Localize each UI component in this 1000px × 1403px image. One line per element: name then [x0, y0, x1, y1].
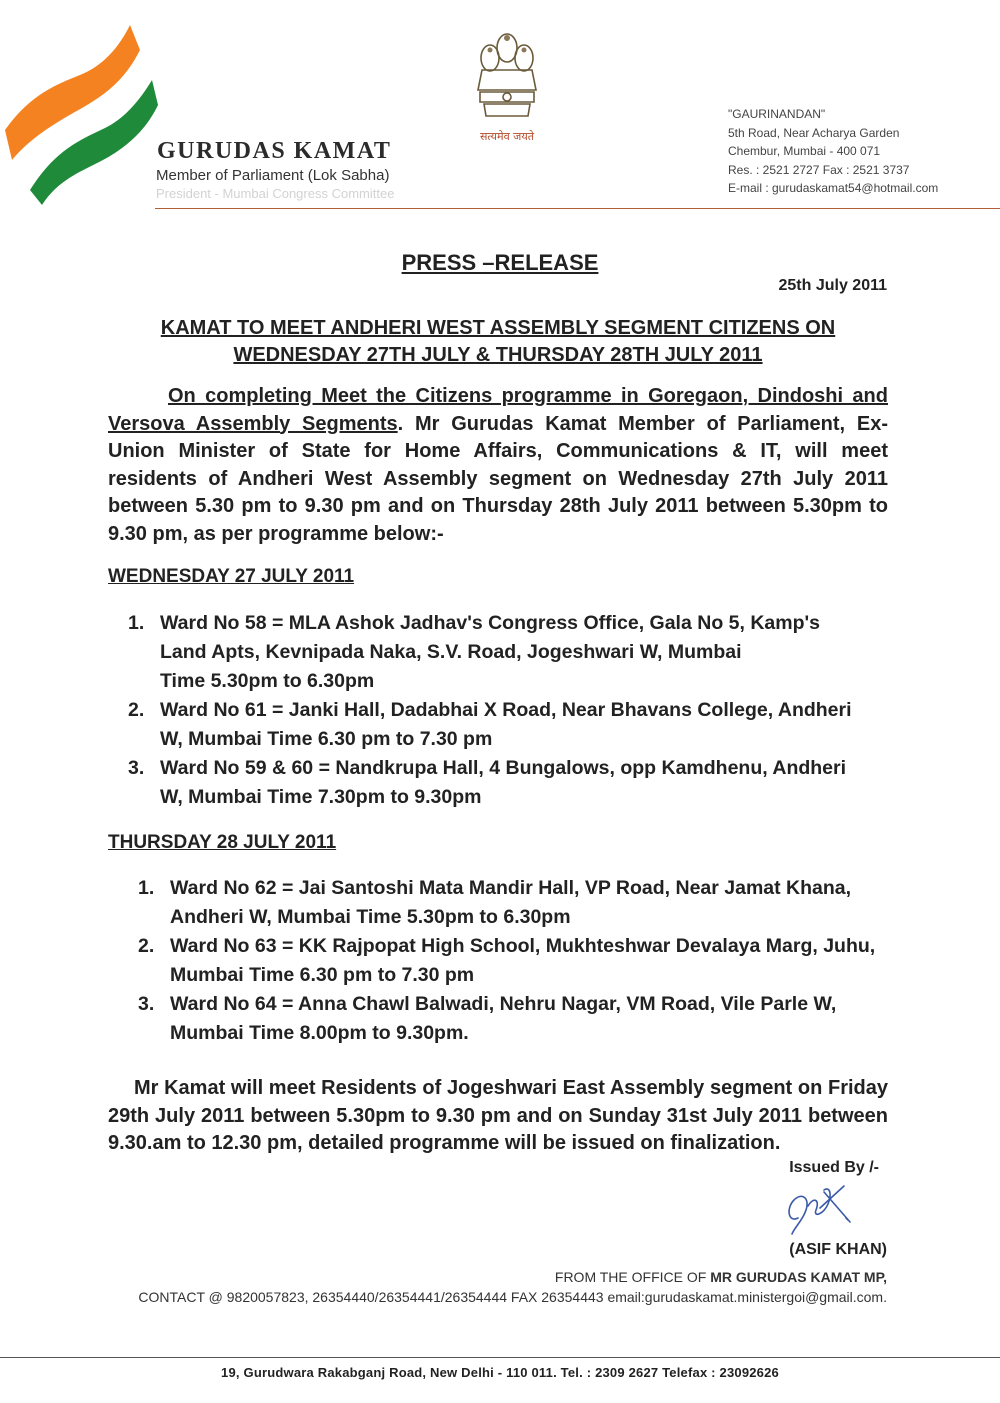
mp-subtitle: President - Mumbai Congress Committee — [156, 186, 395, 201]
address-line: Chembur, Mumbai - 400 071 — [728, 144, 881, 158]
signature-icon — [780, 1178, 860, 1240]
day1-heading: WEDNESDAY 27 JULY 2011 — [108, 566, 355, 587]
release-date: 25th July 2011 — [778, 277, 887, 294]
list-item — [128, 609, 868, 696]
list-item — [138, 990, 878, 1048]
headline-line: KAMAT TO MEET ANDHERI WEST ASSEMBLY SEGMENT CITIZENS ON — [160, 317, 836, 339]
footer-address: 19, Gurudwara Rakabganj Road, New Delhi - 110 011. Tel. : 2309 2627 Telefax : 23092626 — [221, 1365, 779, 1380]
national-emblem-icon — [462, 20, 552, 150]
item-time: Time 5.30pm to 6.30pm — [160, 670, 375, 692]
from-prefix: FROM THE OFFICE OF — [554, 1269, 711, 1285]
day2-heading: THURSDAY 28 JULY 2011 — [108, 832, 337, 853]
issued-by-label: Issued By /- — [789, 1159, 879, 1176]
letterhead-address — [728, 105, 938, 198]
headline — [108, 315, 888, 369]
contact-line: CONTACT @ 9820057823, 26354440/26354441/26354444 FAX 26354443 email:gurudaskamat.ministergoi@gmail.com. — [138, 1289, 887, 1305]
day2-schedule-list — [138, 874, 878, 1048]
flag-logo — [0, 20, 160, 210]
item-text: Ward No 61 = Janki Hall, Dadabhai X Road, Near Bhavans College, Andheri W, Mumbai Time 6.30 pm to 7.30 pm — [160, 699, 852, 750]
intro-underlined: On completing Meet the Citizens programme in Goregaon, Dindoshi and Versova Assembly Segments — [108, 385, 888, 435]
list-item — [128, 696, 868, 754]
headline-line: WEDNESDAY 27TH JULY & THURSDAY 28TH JULY 2011 — [233, 344, 763, 366]
day1-schedule-list — [128, 609, 868, 812]
address-email: E-mail : gurudaskamat54@hotmail.com — [728, 181, 939, 195]
item-number: 2. — [128, 699, 145, 721]
from-office-name: MR GURUDAS KAMAT MP, — [710, 1269, 887, 1285]
item-number: 3. — [138, 993, 155, 1015]
address-line: "GAURINANDAN" — [728, 107, 826, 121]
item-number: 2. — [138, 935, 155, 957]
footer-divider — [0, 1357, 1000, 1358]
mp-name: GURUDAS KAMAT — [157, 138, 392, 164]
item-number: 1. — [138, 877, 155, 899]
emblem-motto: सत्यमेव जयते — [479, 130, 535, 143]
item-text: Ward No 64 = Anna Chawl Balwadi, Nehru Nagar, VM Road, Vile Parle W, Mumbai Time 8.00pm to 9.30pm. — [170, 993, 837, 1044]
list-item — [138, 932, 878, 990]
mp-title: Member of Parliament (Lok Sabha) — [156, 167, 390, 184]
address-phone: Res. : 2521 2727 Fax : 2521 3737 — [728, 162, 910, 177]
signatory-name: (ASIF KHAN) — [789, 1241, 887, 1258]
item-text: Ward No 63 = KK Rajpopat High School, Mukhteshwar Devalaya Marg, Juhu, Mumbai Time 6.30 pm to 7.30 pm — [170, 935, 876, 986]
header-divider — [155, 208, 1000, 209]
from-office-line — [555, 1269, 887, 1285]
document-title: PRESS –RELEASE — [401, 250, 599, 275]
list-item — [128, 754, 868, 812]
item-number: 1. — [128, 612, 145, 634]
address-line: 5th Road, Near Acharya Garden — [728, 125, 900, 140]
item-text: Ward No 62 = Jai Santoshi Mata Mandir Hall, VP Road, Near Jamat Khana, Andheri W, Mumbai Time 5.30pm to 6.30pm — [170, 877, 852, 928]
item-text: Ward No 58 = MLA Ashok Jadhav's Congress Office, Gala No 5, Kamp's Land Apts, Kevnipada Naka, S.V. Road, Jogeshwari W, Mumbai — [160, 612, 820, 663]
closing-paragraph: Mr Kamat will meet Residents of Jogeshwari East Assembly segment on Friday 29th July 2011 between 5.30pm to 9.30 pm and on Sunday 31st July 2011 between 9.30.am to 12.30 pm, detailed programme will be issued on finalization. — [108, 1077, 888, 1154]
item-text: Ward No 59 & 60 = Nandkrupa Hall, 4 Bungalows, opp Kamdhenu, Andheri W, Mumbai Time 7.30pm to 9.30pm — [160, 757, 847, 808]
item-number: 3. — [128, 757, 145, 779]
intro-paragraph — [108, 383, 888, 548]
list-item — [138, 874, 878, 932]
intro-rest: . Mr Gurudas Kamat Member of Parliament, Ex- Union Minister of State for Home Affairs, Communications & IT, will meet residents of Andheri West Assembly segment on Wednesday 27th July 2011 between 5.30 pm to 9.30 pm and on Thursday 28th July 2011 between 5.30pm to 9.30 pm, as per programme below:- — [108, 412, 888, 545]
